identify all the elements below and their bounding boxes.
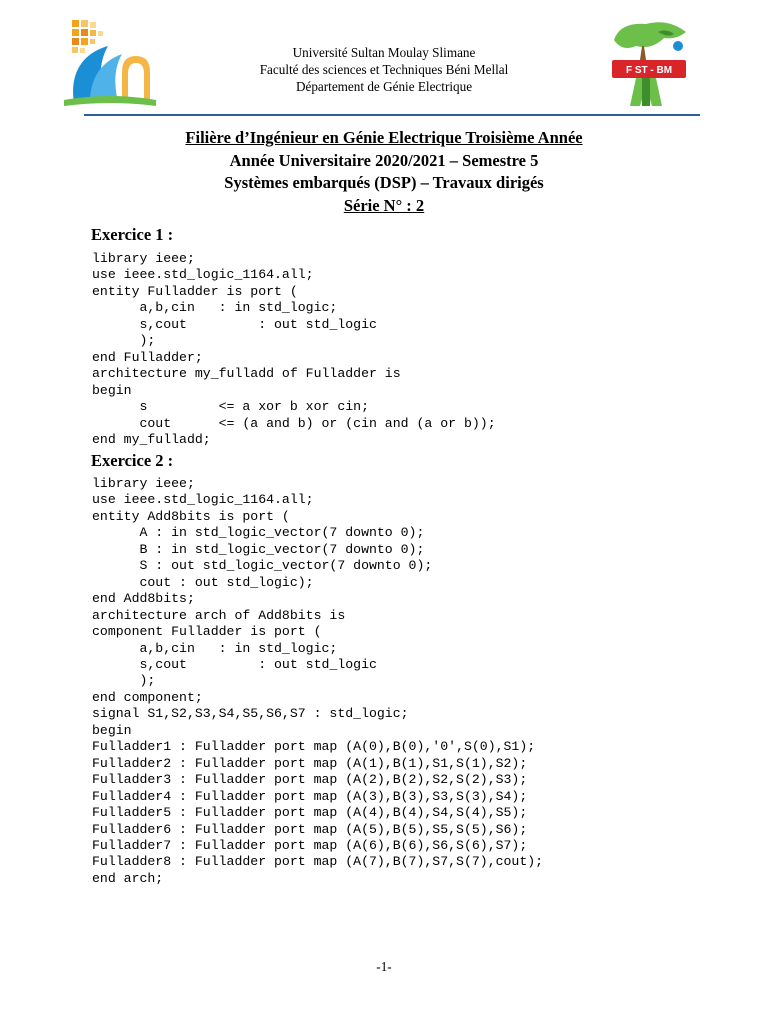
course-title: Systèmes embarqués (DSP) – Travaux dirigés — [224, 173, 544, 192]
exercise-1-heading: Exercice 1 : — [91, 225, 174, 244]
exercise-1-code: library ieee; use ieee.std_logic_1164.all; entity Fulladder is port ( a,b,cin : in std_logic; s,cout : out std_logic ); end Fulladder; architecture my_fulladd of Fulladder is begin s <= a xor b xor cin; cout <= (a and b) or (cin and (a or b)); end my_fulladd; — [92, 251, 496, 447]
series-number: Série N° : 2 — [343, 195, 425, 215]
document-titles — [84, 127, 684, 217]
header-institution — [200, 44, 568, 95]
program-title: Filière d’Ingénieur en Génie Electrique Troisième Année — [185, 128, 583, 147]
faculty-logo-text: F ST - BM — [625, 65, 673, 76]
faculty-name: Faculté des sciences et Techniques Béni Mellal — [259, 62, 509, 77]
exercise-2-code: library ieee; use ieee.std_logic_1164.all; entity Add8bits is port ( A : in std_logic_vector(7 downto 0); B : in std_logic_vector(7 downto 0); S : out std_logic_vector(7 downto 0); cout : out std_logic); end Add8bits; architecture arch of Add8bits is component Fulladder is port ( a,b,cin : in std_logic; s,cout : out std_logic ); end component; signal S1,S2,S3,S4,S5,S6,S7 : std_logic; begin Fulladder1 : Fulladder port map (A(0),B(0),'0',S(0),S1); Fulladder2 : Fulladder port map (A(1),B(1),S1,S(1),S2); Fulladder3 : Fulladder port map (A(2),B(2),S2,S(2),S3); Fulladder4 : Fulladder port map (A(3),B(3),S3,S(3),S4); Fulladder5 : Fulladder port map (A(4),B(4),S4,S(4),S5); Fulladder6 : Fulladder port map (A(5),B(5),S5,S(5),S6); Fulladder7 : Fulladder port map (A(6),B(6),S6,S(6),S7); Fulladder8 : Fulladder port map (A(7),B(7),S7,S(7),cout); end arch; — [92, 476, 544, 886]
page-number: -1- — [376, 959, 392, 974]
exercise-2-heading: Exercice 2 : — [91, 451, 174, 470]
university-name: Université Sultan Moulay Slimane — [292, 45, 476, 60]
university-logo — [60, 16, 160, 108]
header-divider — [84, 114, 700, 116]
department-name: Département de Génie Electrique — [295, 79, 473, 94]
academic-year: Année Universitaire 2020/2021 – Semestre 5 — [229, 150, 539, 170]
faculty-logo — [606, 16, 692, 112]
